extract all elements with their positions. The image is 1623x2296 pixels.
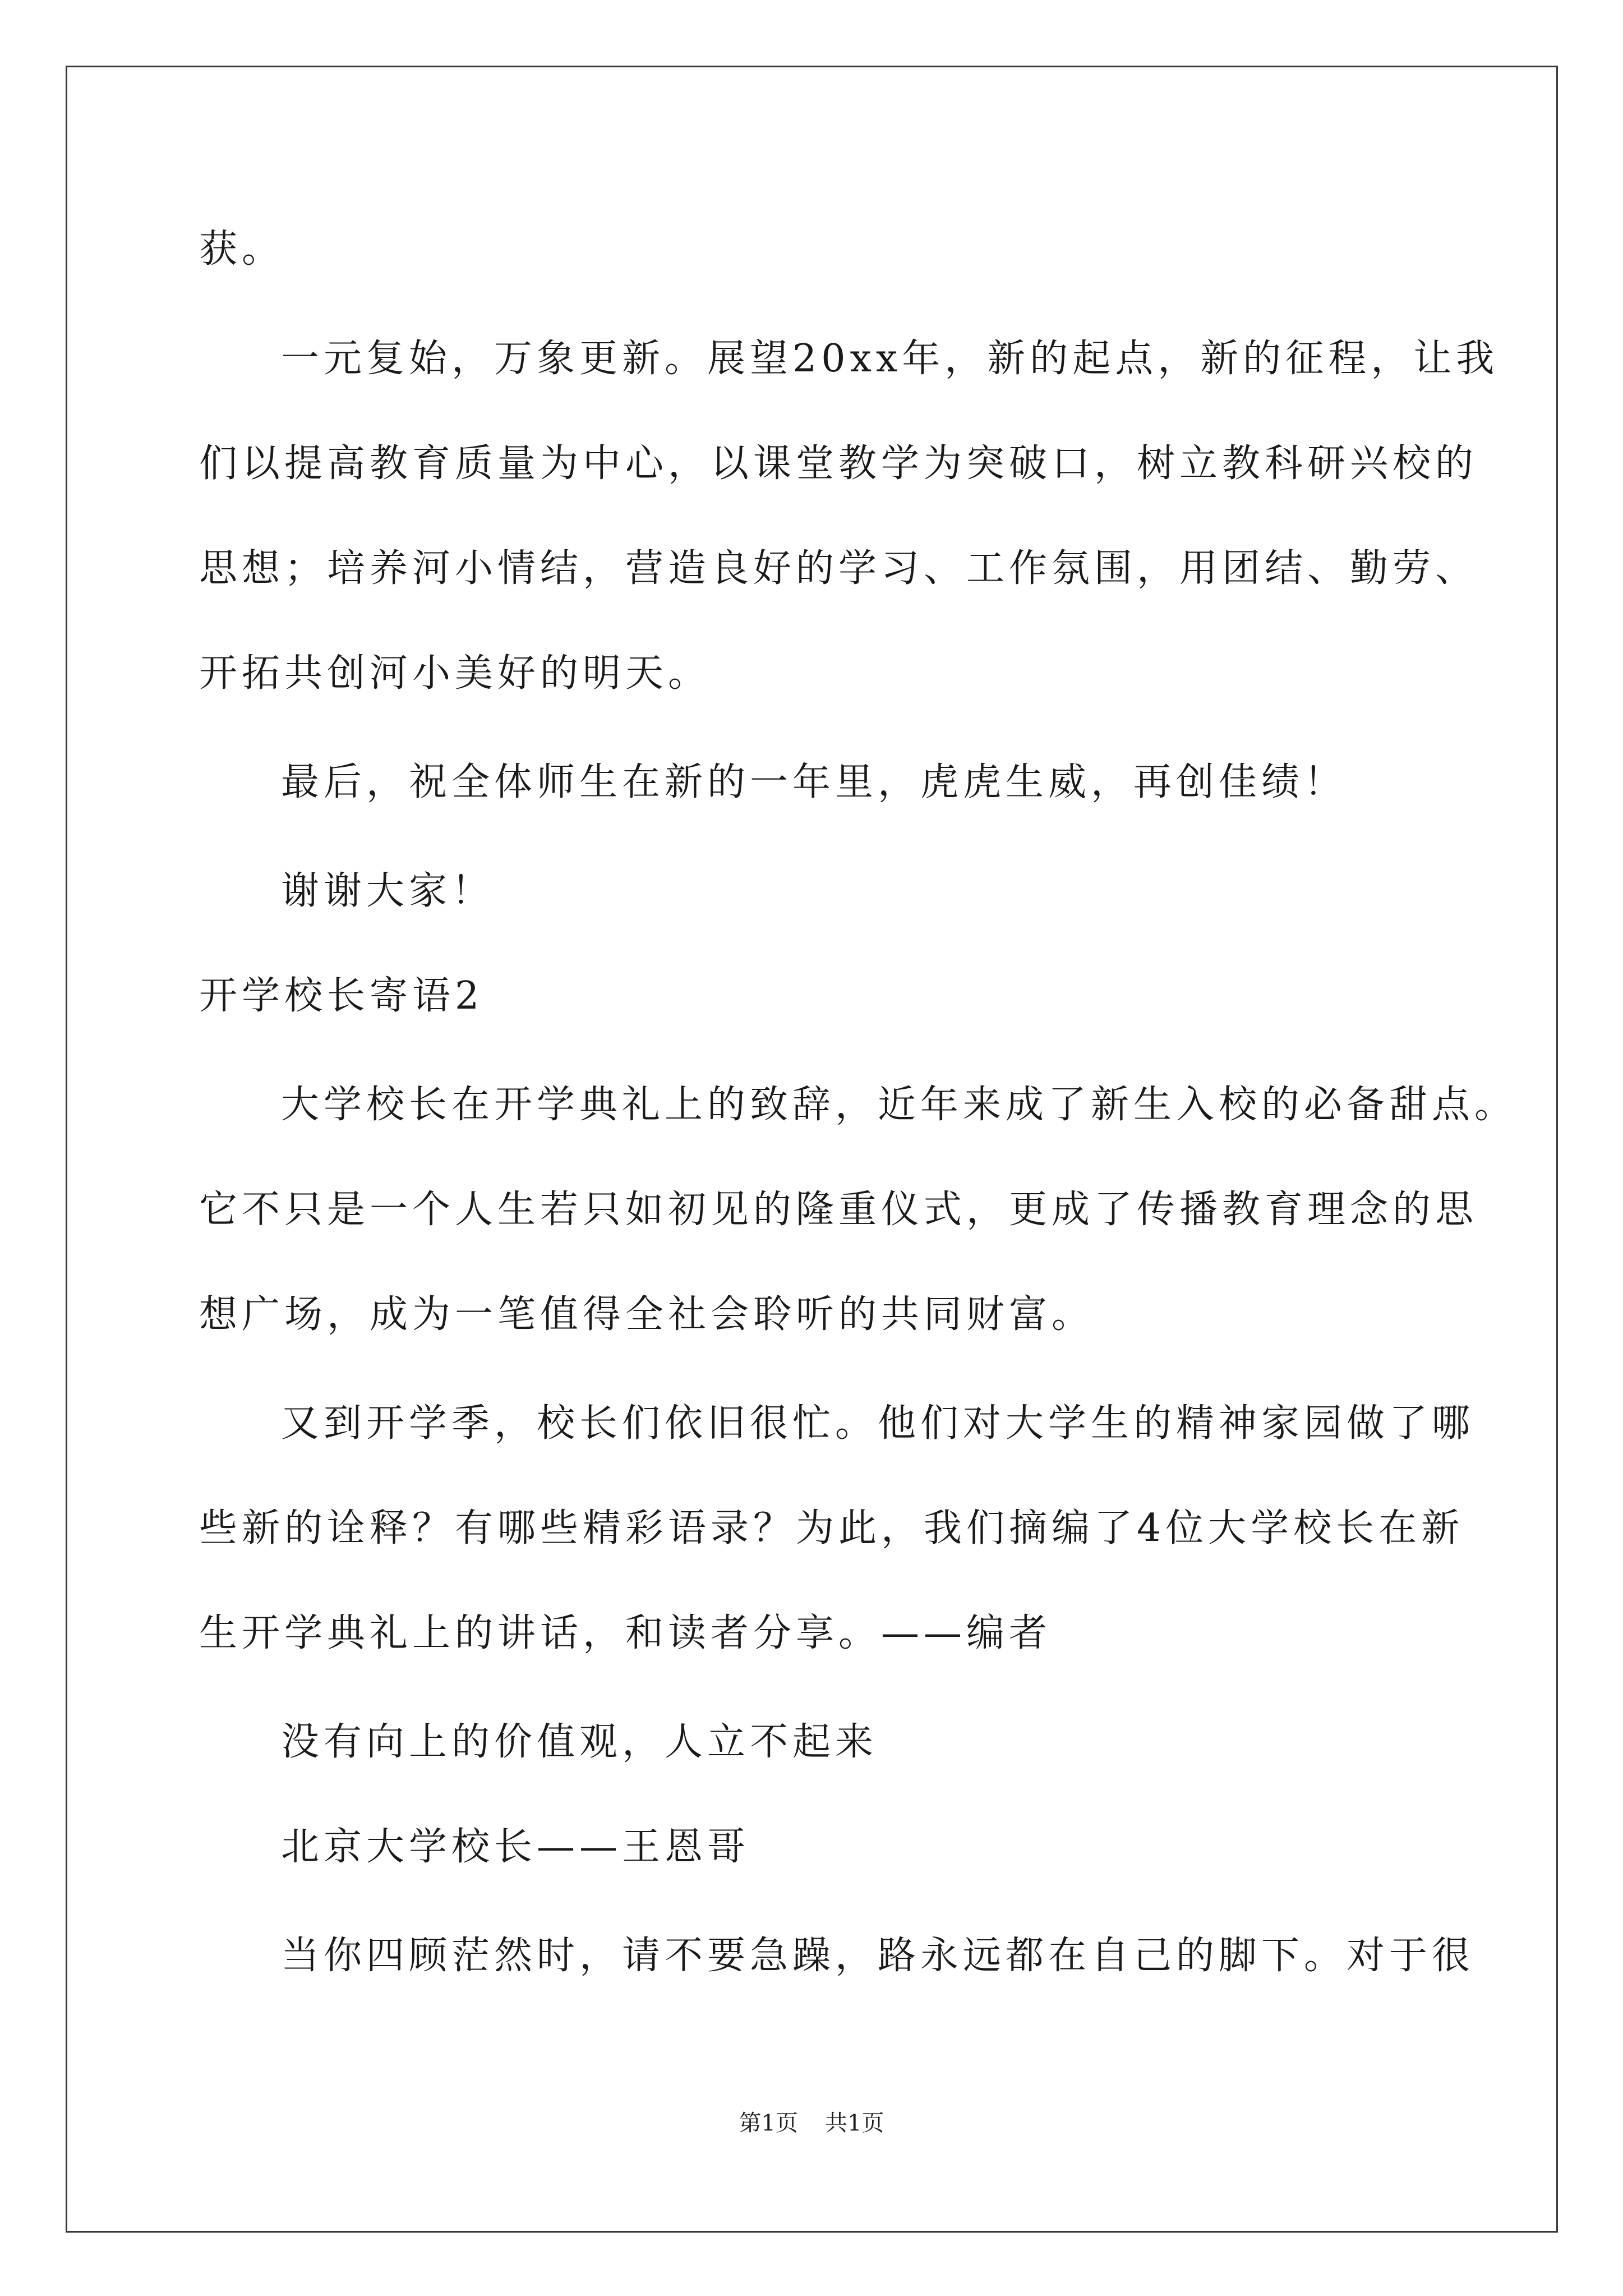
text-line: 又到开学季，校长们依旧很忙。他们对大学生的精神家园做了哪 xyxy=(281,1401,1475,1446)
text-line: 想广场，成为一笔值得全社会聆听的共同财富。 xyxy=(199,1292,1095,1337)
text-line: 获。 xyxy=(199,227,285,272)
text-line: 思想；培养河小情结，营造良好的学习、工作氛围，用团结、勤劳、 xyxy=(199,546,1478,591)
page-number: 第1页 xyxy=(739,2110,798,2136)
text-line: 北京大学校长——王恩哥 xyxy=(281,1825,750,1869)
text-line: 没有向上的价值观，人立不起来 xyxy=(281,1720,878,1764)
text-line: 最后，祝全体师生在新的一年里，虎虎生威，再创佳绩！ xyxy=(281,760,1347,804)
text-line: 生开学典礼上的讲话，和读者分享。——编者 xyxy=(199,1611,1052,1655)
page-footer xyxy=(0,2112,1623,2134)
section-heading: 开学校长寄语2 xyxy=(199,974,484,1018)
text-line: 一元复始，万象更新。展望20xx年，新的起点，新的征程，让我 xyxy=(281,337,1499,381)
text-line: 些新的诠释？有哪些精彩语录？为此，我们摘编了4位大学校长在新 xyxy=(199,1506,1464,1550)
text-line: 开拓共创河小美好的明天。 xyxy=(199,651,711,696)
page-border xyxy=(66,66,1558,2233)
page-total: 共1页 xyxy=(825,2110,884,2136)
text-line: 当你四顾茫然时，请不要急躁，路永远都在自己的脚下。对于很 xyxy=(281,1934,1475,1978)
text-line: 大学校长在开学典礼上的致辞，近年来成了新生入校的必备甜点。 xyxy=(281,1083,1518,1127)
text-line: 它不只是一个人生若只如初见的隆重仪式，更成了传播教育理念的思 xyxy=(199,1188,1478,1232)
text-line: 谢谢大家！ xyxy=(281,869,495,913)
text-line: 们以提高教育质量为中心，以课堂教学为突破口，树立教科研兴校的 xyxy=(199,441,1478,486)
